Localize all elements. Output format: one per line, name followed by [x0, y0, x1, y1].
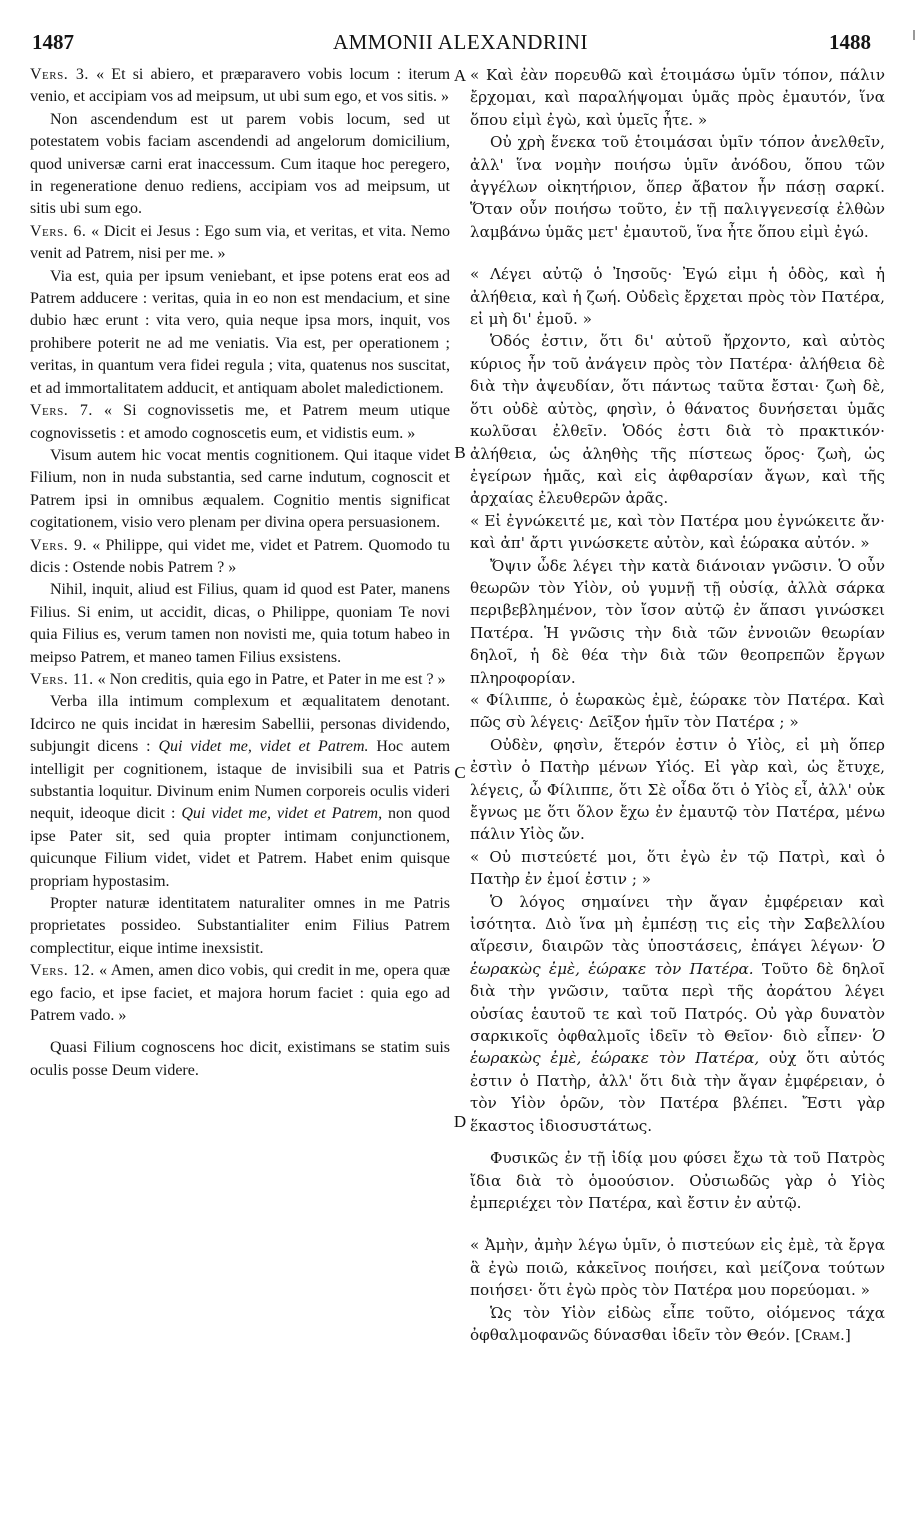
section-marker-c: C [454, 763, 466, 782]
greek-verse-7: « Εἰ ἐγνώκειτέ με, καὶ τὸν Πατέρα μου ἐγνώκειτε ἄν· καὶ ἀπ' ἄρτι γινώσκετε αὐτὸν, καὶ ἑώρακα αὐτόν. » [470, 511, 885, 553]
latin-comment-3: Non ascendendum est ut parem vobis locum, sed ut potestatem vobis faciam ascendendi ad angelorum domicilium, quod universæ carni erat inaccessum. Cum itaque hoc peregero, in regeneratione denuo rediens, accipiam vos ad meipsum, ut sitis ubi sum ego. [30, 110, 450, 218]
greek-comment-11: Ὁ λόγος σημαίνει τὴν ἄγαν ἐμφέρειαν καὶ ἰσότητα. Διὸ ἵνα μὴ ἐμπέσῃ τις εἰς τὴν Σαβελλίου αἵρεσιν, διαιρῶν τὰς ὑποστάσεις, ἐπάγει λέγων· Ὁ ἑωρακὼς ἐμὲ, ἑώρακε τὸν Πατέρα. Τοῦτο δὲ δηλοῖ διὰ τὴν γνῶσιν, ταῦτα περὶ τῆς ἀοράτου λέγει οὐσίας ἑαυτοῦ τε καὶ τοῦ Πατρός. Οὐ γὰρ δυνατὸν σαρκικοῖς ὀφθαλμοῖς ἰδεῖν τὸ Θεῖον· διὸ εἶπεν· Ὁ ἑωρακὼς ἐμὲ, ἑώρακε τὸν Πατέρα, οὐχ ὅτι αὐτός ἐστιν ὁ Πατὴρ, ἀλλ' ὅτι διὰ τὴν ἄγαν ἐμφέρειαν, ὁ τὸν Υἱὸν ὁρῶν, τὸν Πατέρα βλέπει. Ἔστι γὰρ ἕκαστος ἰδιοσυστάτως. [470, 892, 886, 1135]
latin-verse-7: Vers. 7. « Si cognovissetis me, et Patrem meum utique cognovissetis : et amodo cognoscetis eum, et vidistis eum. » [30, 402, 451, 442]
latin-verse-9: Vers. 9. « Philippe, qui videt me, videt et Patrem. Quomodo tu dicis : Ostende nobis Patrem ? » [30, 536, 451, 576]
page-number-right: 1488 [829, 30, 871, 54]
section-marker-a: A [453, 66, 467, 85]
greek-comment-9: Οὐδὲν, φησὶν, ἕτερόν ἐστιν ὁ Υἱὸς, εἰ μὴ ὅπερ ἐστὶν ὁ Πατὴρ μένων Υἱός. Εἰ γὰρ καὶ, ὡς ἔτυχε, λέγεις, ὦ Φίλιππε, ὅτι Σὲ οἶδα ὅτι ὁ Υἱὸς εἶ, ἀλλ' οὐκ ἔγνως με ὅτι ὅλον ἔχω ἐν ἐμαυτῷ τὸν Πατέρα, μένω πάλιν Υἱὸς ὤν. [470, 735, 885, 844]
latin-column [30, 64, 450, 1082]
greek-comment-7: Ὄψιν ὧδε λέγει τὴν κατὰ διάνοιαν γνῶσιν. Ὁ οὖν θεωρῶν τὸν Υἱὸν, οὐ γυμνῇ τῇ οὐσίᾳ, ἀλλὰ σάρκα περιβεβλημένον, τὸν ἴσον αὐτῷ ἐν ἅπασι γινώσκει Πατέρα. Ἡ γνῶσις τὴν διὰ τῶν ἐννοιῶν θεωρίαν δηλοῖ, ἡ δὲ θέα τὴν διὰ τῶν θεοπρεπῶν ἔργων πληροφορίαν. [470, 556, 885, 687]
greek-comment-11b: Φυσικῶς ἐν τῇ ἰδίᾳ μου φύσει ἔχω τὰ τοῦ Πατρὸς ἴδια διὰ τὸ ὁμοούσιον. Οὐσιωδῶς γὰρ ὁ Υἱὸς ἐμπεριέχει τὸν Πατέρα, καὶ ἔστιν ἐν αὐτῷ. [470, 1149, 885, 1212]
greek-verse-3: « Καὶ ἐὰν πορευθῶ καὶ ἑτοιμάσω ὑμῖν τόπον, πάλιν ἔρχομαι, καὶ παραλήψομαι ὑμᾶς πρὸς ἐμαυτόν, ἵνα ὅπου εἰμὶ ἐγὼ, καὶ ὑμεῖς ἦτε. » [470, 66, 885, 129]
latin-comment-12: Quasi Filium cognoscens hoc dicit, existimans se statim suis oculis posse Deum videre. [30, 1039, 450, 1079]
section-marker-d: D [453, 1112, 467, 1131]
latin-verse-11: Vers. 11. « Non creditis, quia ego in Patre, et Pater in me est ? » [30, 670, 446, 688]
latin-comment-11b: Propter naturæ identitatem naturaliter omnes in me Patris proprietates possideo. Substantialiter enim Filius Patrem complectitur, eique intime inexsistit. [30, 895, 450, 957]
scan-mark [913, 30, 915, 40]
greek-verse-11: « Οὐ πιστεύετέ μοι, ὅτι ἐγὼ ἐν τῷ Πατρὶ, καὶ ὁ Πατὴρ ἐν ἐμοί ἐστιν ; » [470, 847, 885, 889]
page-header [0, 30, 921, 56]
running-title: AMMONII ALEXANDRINI [332, 30, 589, 54]
greek-column [470, 64, 885, 1346]
latin-verse-12: Vers. 12. « Amen, amen dico vobis, qui credit in me, opera quæ ego facio, et ipse faciet, et majora horum faciet : quia ego ad Patrem vado. » [30, 962, 450, 1025]
greek-comment-6: Ὁδός ἐστιν, ὅτι δι' αὐτοῦ ἤρχοντο, καὶ αὐτὸς κύριος ἦν τοῦ ἀνάγειν πρὸς τὸν Πατέρα· ἀλήθεια δὲ διὰ τὴν ἀψευδίαν, ὅτι πάντως ταῦτα ἔσται· ζωὴ δὲ, ὅτι οὐδὲ αὐτὸς, φησὶν, ὁ θάνατος δυνήσεται ὑμᾶς κωλῦσαι ἐλθεῖν. Ὁδός ἐστι διὰ τὸ πρακτικόν· ἀλήθεια, ὡς ἀληθὴς τῆς πίστεως ὅρος· ζωὴ, ὡς ἐγείρων ἡμᾶς, καὶ εἰς ἀφθαρσίαν ἄγων, καὶ τῆς ἀρχαίας ἐλευθερῶν ἀρᾶς. [470, 332, 885, 508]
source-citation: [Cram.] [795, 1325, 851, 1344]
greek-comment-12: Ὡς τὸν Υἱὸν εἰδὼς εἶπε τοῦτο, οἰόμενος τάχα ὀφθαλμοφανῶς δύνασθαι ἰδεῖν τὸν Θεόν. [Cram.] [470, 1303, 885, 1344]
latin-verse-6: Vers. 6. « Dicit ei Jesus : Ego sum via, et veritas, et vita. Nemo venit ad Patrem, nisi per me. » [30, 222, 451, 263]
latin-comment-9: Nihil, inquit, aliud est Filius, quam id quod est Pater, manens Filius. Si enim, ut accidit, dicas, o Philippe, quoniam Te novi quia Filius es, verum tamen non novisti me, quia totum habeo in meipso Patrem, et maneo tamen Filius exsistens. [30, 581, 450, 666]
page-number-left: 1487 [32, 30, 74, 54]
greek-verse-9: « Φίλιππε, ὁ ἑωρακὼς ἐμὲ, ἑώρακε τὸν Πατέρα. Καὶ πῶς σὺ λέγεις· Δεῖξον ἡμῖν τὸν Πατέρα ; » [470, 690, 885, 732]
latin-verse-3: Vers. 3. « Et si abiero, et præparavero vobis locum : iterum venio, et accipiam vos ad meipsum, ut ubi sum ego, et vos sitis. » [30, 66, 451, 106]
greek-verse-6: « Λέγει αὐτῷ ὁ Ἰησοῦς· Ἐγώ εἰμι ἡ ὁδὸς, καὶ ἡ ἀλήθεια, καὶ ἡ ζωή. Οὐδεὶς ἔρχεται πρὸς τὸν Πατέρα, εἰ μὴ δι' ἐμοῦ. » [470, 265, 885, 329]
section-marker-b: B [454, 443, 466, 462]
latin-comment-7: Visum autem hic vocat mentis cognitionem. Qui itaque videt Filium, non in nuda substantia, sed carne indutum, cognoscit et Patrem ipsi in omnibus æqualem. Cognitio mentis significat cogitationem, visio vero plenam per divina opera persuasionem. [30, 446, 450, 532]
greek-verse-12: « Ἀμὴν, ἀμὴν λέγω ὑμῖν, ὁ πιστεύων εἰς ἐμὲ, τὰ ἔργα ἃ ἐγὼ ποιῶ, κἀκεῖνος ποιήσει, καὶ μείζονα τούτων ποιήσει· ὅτι ἐγὼ πρὸς τὸν Πατέρα μου πορεύομαι. » [470, 1236, 885, 1300]
latin-comment-11: Verba illa intimum complexum et æqualitatem denotant. Idcirco ne quis incidat in hæresim Sabellii, personas dividendo, subjungit dicens : Qui videt me, videt et Patrem. Hoc autem intelligit per cognitionem, istaque de invisibili sua et Patris substantia loquitur. Divinum enim Numen corporeis oculis videri nequit, ideoque dicit : Qui videt me, videt et Patrem, non quod ipse Pater sit, sed quia propter intimam conjunctionem, quicunque Filium videt, videt et Patrem. Habet enim quisque propriam hypostasim. [30, 693, 451, 890]
greek-comment-3: Οὐ χρὴ ἕνεκα τοῦ ἑτοιμάσαι ὑμῖν τόπον ἀνελθεῖν, ἀλλ' ἵνα νομὴν ποιήσω ὑμῖν ἀνόδου, ὅπου τῶν ἀγγέλων οἰκητήριον, ὅπερ ἄβατον ἦν πάσῃ σαρκί. Ὅταν οὖν ποιήσω τοῦτο, ἐν τῇ παλιγγενεσίᾳ ἐλθὼν λαμβάνω ὑμᾶς μετ' ἐμαυτοῦ, ἵνα ἦτε ὅπου εἰμὶ ἐγώ. [470, 133, 885, 241]
latin-comment-6: Via est, quia per ipsum veniebant, et ipse potens erat eos ad Patrem adducere : veritas, quia in eo non est mendacium, et sine dubio hæc erunt : vita vero, quia neque ipsa mors, inquit, vos prohibere poterit ne ad me veniatis. Via est, per operationem ; veritas, in quantum vera fidei regula ; vita, quatenus nos suscitat, et ad immortalitatem adducit, et antiquam abolet maledictionem. [30, 267, 450, 397]
